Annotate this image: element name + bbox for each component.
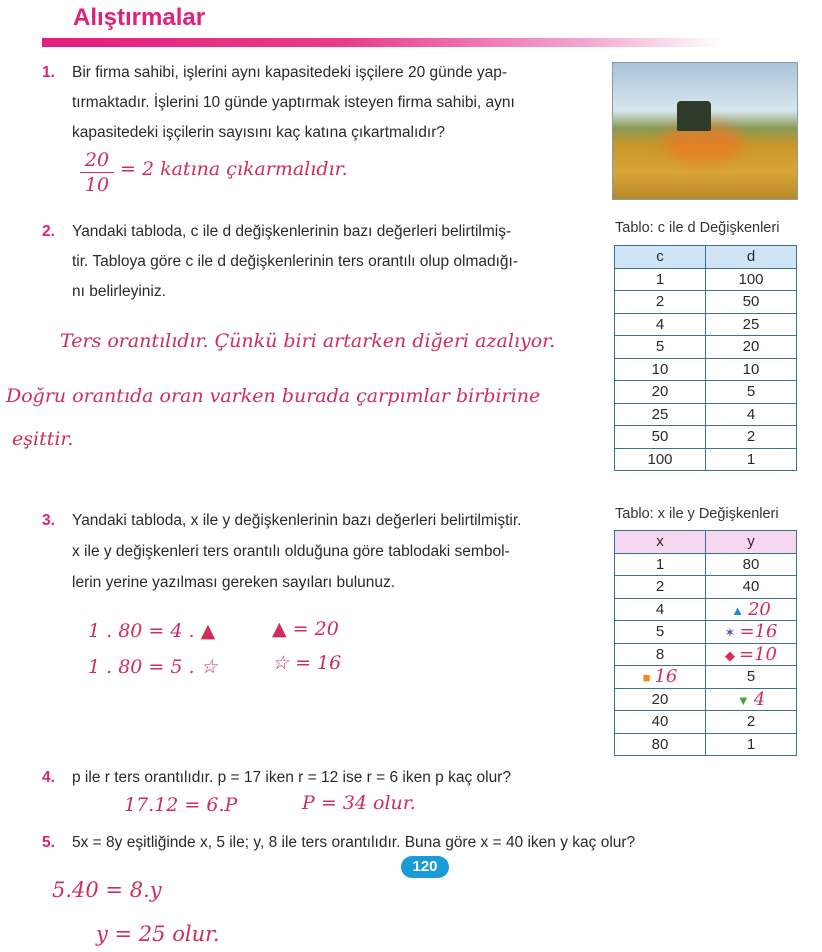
cell-d: 20 [706, 336, 797, 359]
handwritten-answer-3: ▲ = 20 [272, 618, 339, 640]
table-c-d [614, 245, 797, 471]
cell-c: 100 [615, 448, 706, 471]
cell-y [706, 621, 797, 644]
table-row [615, 313, 797, 336]
cell-d: 10 [706, 358, 797, 381]
cell-d: 1 [706, 448, 797, 471]
table-row [615, 621, 797, 644]
cell-x: 2 [615, 576, 706, 599]
question-line: Yandaki tabloda, c ile d değişkenlerinin bazı değerleri belirtilmiş- [72, 223, 512, 240]
question-line: tir. Tabloya göre c ile d değişkenlerinin ters orantılı olup olmadığı- [72, 253, 519, 270]
question-line: x ile y değişkenleri ters orantılı olduğuna göre tablodaki sembol- [72, 543, 510, 560]
question-line: Yandaki tabloda, x ile y değişkenlerinin bazı değerleri belirtilmiştir. [72, 512, 522, 529]
question-line: p ile r ters orantılıdır. p = 17 iken r = 12 ise r = 6 iken p kaç olur? [72, 769, 511, 786]
table-row [615, 598, 797, 621]
question-number: 3. [42, 512, 55, 529]
table-row [615, 643, 797, 666]
question-2 [42, 217, 519, 307]
table-row [615, 291, 797, 314]
handwritten-answer-4: 17.12 = 6.P [124, 794, 238, 816]
cell-x: 1 [615, 553, 706, 576]
cell-c: 25 [615, 403, 706, 426]
cell-x: 4 [615, 598, 706, 621]
table-row [615, 403, 797, 426]
cell-y: 80 [706, 553, 797, 576]
symbol-icon: ▼ [736, 692, 750, 708]
table-row [615, 733, 797, 756]
table-x-y [614, 530, 797, 756]
title-underline-bar [42, 38, 722, 47]
cell-y: 2 [706, 711, 797, 734]
cell-x: 8 [615, 643, 706, 666]
handwritten-answer-2-line: Ters orantılıdır. Çünkü biri artarken diğeri azalıyor. [60, 330, 556, 352]
cell-d: 25 [706, 313, 797, 336]
table-row [615, 688, 797, 711]
symbol-icon: ◆ [725, 647, 735, 663]
question-3 [42, 505, 522, 598]
question-number: 4. [42, 769, 55, 786]
fraction-top: 20 [80, 148, 114, 173]
cell-x: 5 [615, 621, 706, 644]
column-header-y: y [706, 531, 797, 554]
table-row [615, 576, 797, 599]
question-line: tırmaktadır. İşlerini 10 günde yaptırmak isteyen firma sahibi, aynı [72, 94, 515, 111]
cell-c: 5 [615, 336, 706, 359]
handwritten-value: 20 [747, 598, 771, 620]
handwritten-value: 16 [654, 666, 678, 688]
handwritten-answer-5: 5.40 = 8.y [52, 878, 162, 902]
table-row [615, 336, 797, 359]
page-title: Alıştırmalar [73, 4, 206, 31]
cell-y: 5 [706, 666, 797, 689]
question-number: 1. [42, 64, 55, 81]
table-caption-c-d: Tablo: c ile d Değişkenleri [615, 220, 780, 236]
question-line: lerin yerine yazılması gereken sayıları bulunuz. [72, 574, 396, 591]
handwritten-answer-2-line: Doğru orantıda oran varken burada çarpımlar birbirine [6, 385, 541, 407]
handwritten-value: 4 [753, 688, 766, 710]
cell-c: 50 [615, 426, 706, 449]
handwritten-answer-3: ☆ = 16 [272, 652, 342, 674]
column-header-c: c [615, 246, 706, 269]
question-4 [42, 763, 511, 793]
question-number: 2. [42, 223, 55, 240]
handwritten-answer-3: 1 . 80 = 4 . ▲ [88, 620, 216, 642]
table-row [615, 553, 797, 576]
cell-x [615, 666, 706, 689]
table-row [615, 426, 797, 449]
question-number: 5. [42, 834, 55, 851]
question-line: nı belirleyiniz. [72, 283, 166, 300]
handwritten-answer-5: y = 25 olur. [96, 922, 220, 946]
cell-y [706, 643, 797, 666]
handwritten-answer-1: = 2 katına çıkarmalıdır. [120, 158, 348, 180]
fraction-bottom: 10 [84, 174, 110, 196]
cell-d: 50 [706, 291, 797, 314]
handwritten-answer-3: 1 . 80 = 5 . ☆ [88, 656, 218, 678]
question-line: 5x = 8y eşitliğinde x, 5 ile; y, 8 ile ters orantılıdır. Buna göre x = 40 iken y kaç olur? [72, 834, 636, 851]
handwritten-value: =16 [739, 621, 778, 643]
symbol-icon: ■ [642, 670, 651, 686]
symbol-icon: ✶ [724, 625, 736, 641]
cell-x: 40 [615, 711, 706, 734]
cell-y: 1 [706, 733, 797, 756]
column-header-x: x [615, 531, 706, 554]
handwritten-answer-2-line: eşittir. [12, 428, 74, 450]
question-line: Bir firma sahibi, işlerini aynı kapasitedeki işçilere 20 günde yap- [72, 64, 508, 81]
question-5 [42, 828, 636, 858]
table-row [615, 268, 797, 291]
cell-x: 20 [615, 688, 706, 711]
cell-y [706, 598, 797, 621]
table-row [615, 381, 797, 404]
page-number-badge: 120 [401, 856, 449, 878]
question-line: kapasitedeki işçilerin sayısını kaç katına çıkartmalıdır? [72, 124, 446, 141]
column-header-d: d [706, 246, 797, 269]
cell-c: 20 [615, 381, 706, 404]
cell-d: 4 [706, 403, 797, 426]
cell-y: 40 [706, 576, 797, 599]
cell-c: 4 [615, 313, 706, 336]
table-row [615, 358, 797, 381]
handwritten-answer-4: P = 34 olur. [302, 792, 416, 814]
table-row [615, 711, 797, 734]
cell-c: 10 [615, 358, 706, 381]
cell-x: 80 [615, 733, 706, 756]
question-1 [42, 58, 515, 148]
cell-d: 2 [706, 426, 797, 449]
cell-c: 1 [615, 268, 706, 291]
cell-c: 2 [615, 291, 706, 314]
handwritten-value: =10 [739, 643, 777, 665]
table-row [615, 448, 797, 471]
symbol-icon: ▲ [731, 602, 744, 618]
cell-d: 5 [706, 381, 797, 404]
cell-d: 100 [706, 268, 797, 291]
cell-y [706, 688, 797, 711]
table-caption-x-y: Tablo: x ile y Değişkenleri [615, 506, 779, 522]
handwritten-fraction [80, 148, 114, 197]
tractor-field-photo [612, 62, 798, 200]
table-row [615, 666, 797, 689]
